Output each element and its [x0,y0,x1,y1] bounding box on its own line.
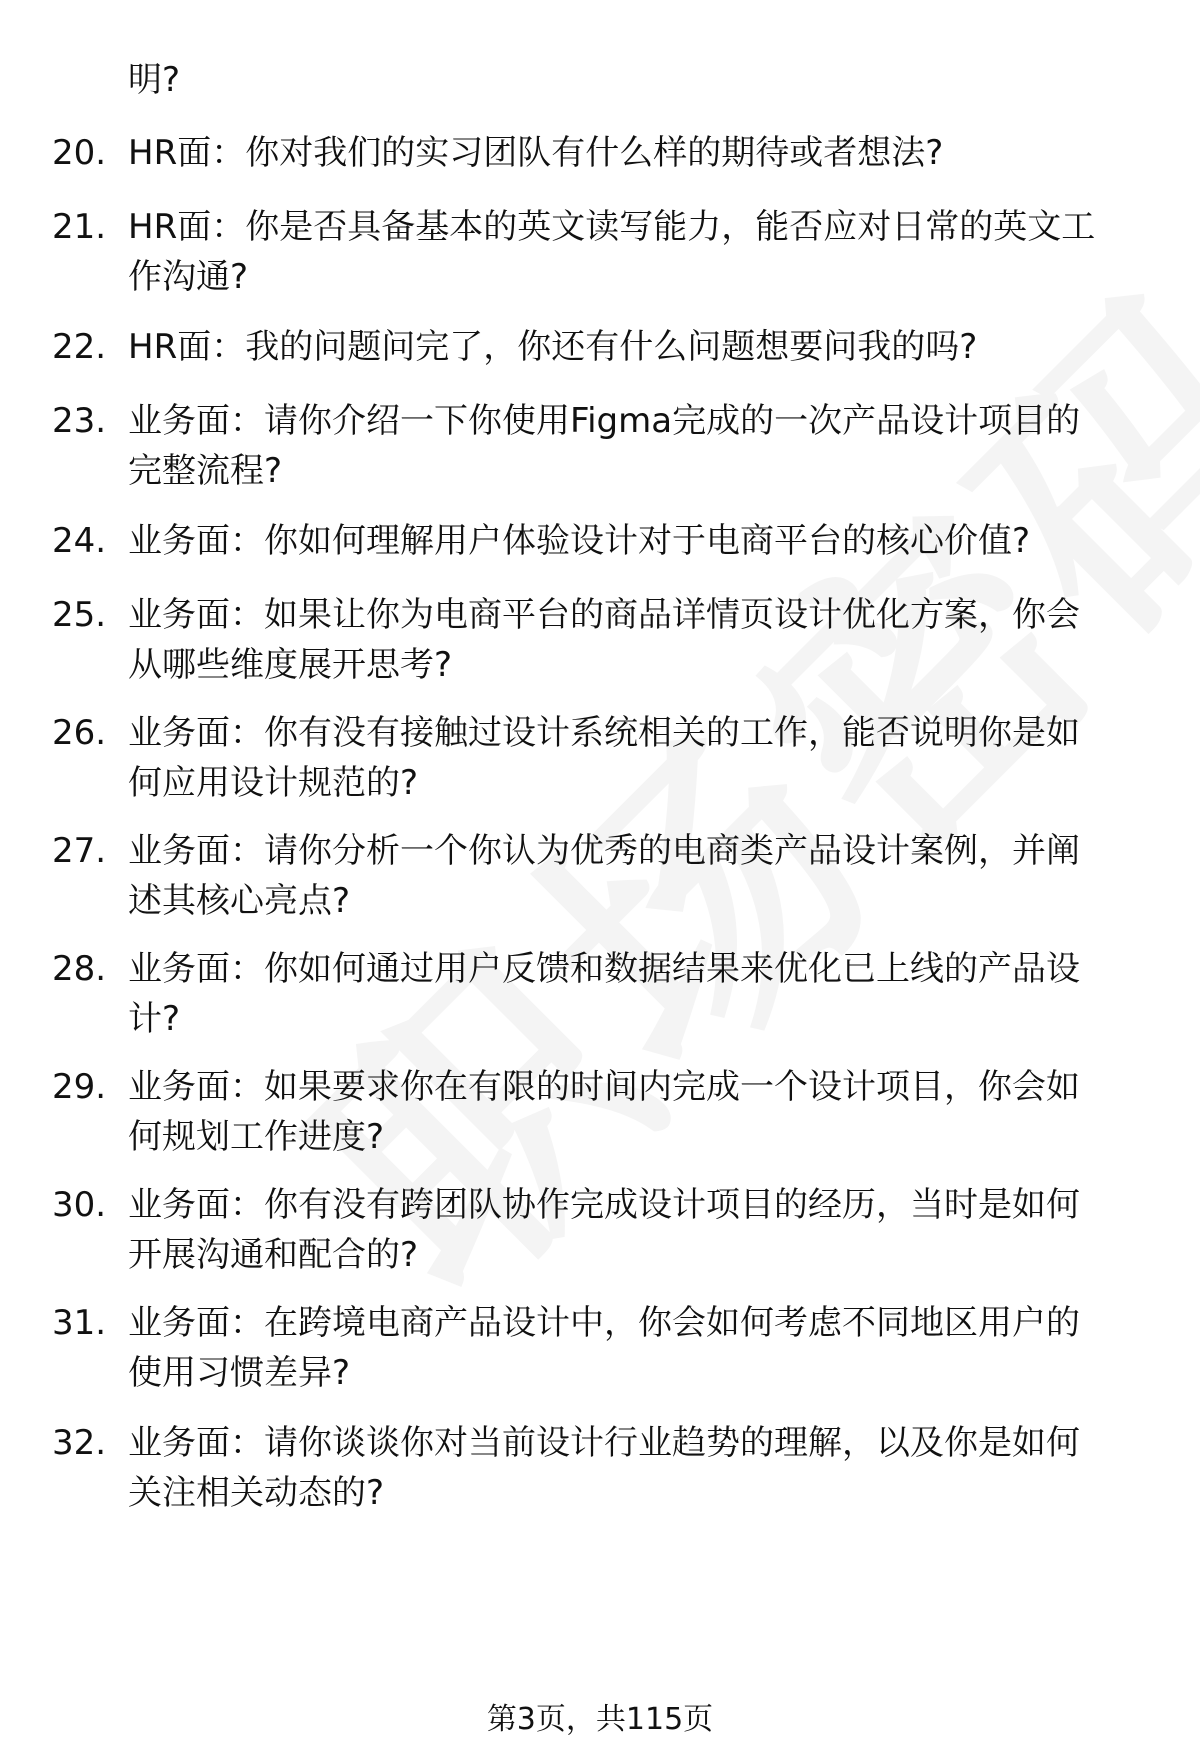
item-number: 27. [52,831,107,871]
item-line: HR面：我的问题问完了，你还有什么问题想要问我的吗? [128,327,978,367]
item-line: 开展沟通和配合的? [128,1235,419,1275]
item-line: 作沟通? [128,257,249,297]
item-number: 32. [52,1423,107,1463]
item-line: 业务面：如果要求你在有限的时间内完成一个设计项目，你会如 [128,1067,1080,1107]
item-number: 26. [52,713,107,753]
page-footer: 第3页，共115页 [486,1702,714,1737]
item-line: 关注相关动态的? [128,1473,385,1513]
list-item [128,826,1158,926]
item-number: 31. [52,1303,107,1343]
list-item [128,128,1158,178]
item-number: 29. [52,1067,107,1107]
list-item [128,590,1158,690]
list-item [128,1062,1158,1162]
list-item [128,396,1158,496]
item-line: 业务面：如果让你为电商平台的商品详情页设计优化方案，你会 [128,595,1080,635]
list-item [128,202,1158,302]
list-item [128,516,1158,566]
item-number: 24. [52,521,107,561]
item-line: 使用习惯差异? [128,1353,351,1393]
item-number: 23. [52,401,107,441]
item-number: 28. [52,949,107,989]
item-line: 业务面：你如何通过用户反馈和数据结果来优化已上线的产品设 [128,949,1080,989]
list-item [128,708,1158,808]
item-line: 何应用设计规范的? [128,763,419,803]
item-line: HR面：你对我们的实习团队有什么样的期待或者想法? [128,133,944,173]
item-line: 完整流程? [128,451,283,491]
item-line: HR面：你是否具备基本的英文读写能力，能否应对日常的英文工 [128,207,1096,247]
item-line: 业务面：请你谈谈你对当前设计行业趋势的理解，以及你是如何 [128,1423,1080,1463]
item-line: 业务面：请你介绍一下你使用Figma完成的一次产品设计项目的 [128,401,1081,441]
item-line: 业务面：请你分析一个你认为优秀的电商类产品设计案例，并阐 [128,831,1080,871]
item-line: 从哪些维度展开思考? [128,645,453,685]
list-item [128,1298,1158,1398]
continuation-text [128,55,1158,105]
item-number: 30. [52,1185,107,1225]
item-line: 业务面：你如何理解用户体验设计对于电商平台的核心价值? [128,521,1031,561]
item-number: 21. [52,207,107,247]
item-number: 20. [52,133,107,173]
item-line: 业务面：你有没有跨团队协作完成设计项目的经历，当时是如何 [128,1185,1080,1225]
list-item [128,944,1158,1044]
list-item [128,1418,1158,1518]
continuation-line: 明? [128,60,181,100]
list-item [128,322,1158,372]
item-number: 25. [52,595,107,635]
list-item [128,1180,1158,1280]
item-line: 何规划工作进度? [128,1117,385,1157]
item-line: 业务面：你有没有接触过设计系统相关的工作，能否说明你是如 [128,713,1080,753]
item-line: 述其核心亮点? [128,881,351,921]
item-number: 22. [52,327,107,367]
item-line: 计? [128,999,181,1039]
item-line: 业务面：在跨境电商产品设计中，你会如何考虑不同地区用户的 [128,1303,1080,1343]
